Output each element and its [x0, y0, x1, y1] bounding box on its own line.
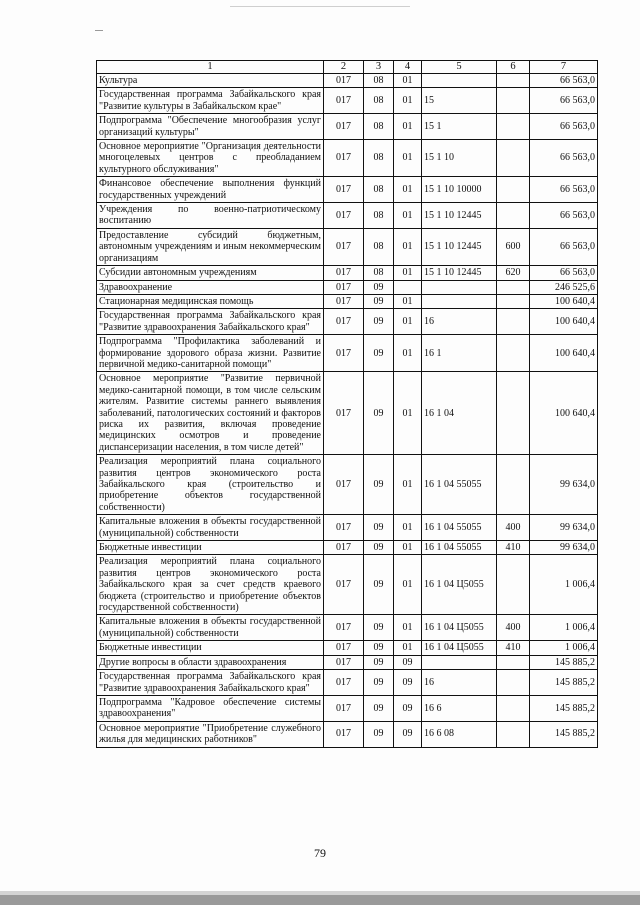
cell-sum: 145 885,2 — [530, 655, 598, 669]
cell-sum: 100 640,4 — [530, 335, 598, 372]
cell-sum: 66 563,0 — [530, 177, 598, 203]
cell-sum: 145 885,2 — [530, 670, 598, 696]
cell-name: Бюджетные инвестиции — [97, 641, 324, 655]
cell-ved: 017 — [324, 655, 364, 669]
cell-vr — [497, 455, 530, 515]
cell-rz: 09 — [364, 555, 394, 615]
cell-ved: 017 — [324, 294, 364, 308]
cell-vr — [497, 655, 530, 669]
cell-pr: 01 — [394, 140, 422, 177]
cell-name: Государственная программа Забайкальского края "Развитие культуры в Забайкальском крае" — [97, 88, 324, 114]
table-row — [97, 280, 598, 294]
cell-vr — [497, 140, 530, 177]
cell-sum: 145 885,2 — [530, 695, 598, 721]
cell-sum: 99 634,0 — [530, 541, 598, 555]
cell-name: Культура — [97, 74, 324, 88]
cell-pr: 01 — [394, 203, 422, 229]
cell-csr: 16 — [422, 670, 497, 696]
cell-vr — [497, 372, 530, 455]
cell-vr: 410 — [497, 641, 530, 655]
cell-csr — [422, 294, 497, 308]
table-row — [97, 203, 598, 229]
cell-csr: 15 1 10 12445 — [422, 203, 497, 229]
header-col-4: 4 — [394, 61, 422, 74]
cell-ved: 017 — [324, 74, 364, 88]
header-col-6: 6 — [497, 61, 530, 74]
cell-rz: 08 — [364, 114, 394, 140]
cell-name: Капитальные вложения в объекты государственной (муниципальной) собственности — [97, 515, 324, 541]
cell-csr: 16 6 08 — [422, 721, 497, 747]
cell-csr — [422, 655, 497, 669]
cell-rz: 09 — [364, 695, 394, 721]
cell-sum: 99 634,0 — [530, 455, 598, 515]
table-row — [97, 228, 598, 265]
cell-csr: 16 1 04 55055 — [422, 515, 497, 541]
cell-rz: 09 — [364, 615, 394, 641]
cell-pr: 01 — [394, 615, 422, 641]
cell-ved: 017 — [324, 335, 364, 372]
header-row — [97, 61, 598, 74]
cell-sum: 66 563,0 — [530, 114, 598, 140]
cell-vr — [497, 555, 530, 615]
cell-name: Основное мероприятие "Организация деятельности многоцелевых центров с преобладанием культурного обслуживания" — [97, 140, 324, 177]
cell-ved: 017 — [324, 266, 364, 280]
cell-sum: 66 563,0 — [530, 74, 598, 88]
cell-rz: 08 — [364, 140, 394, 177]
cell-vr — [497, 280, 530, 294]
table-row — [97, 88, 598, 114]
cell-vr — [497, 695, 530, 721]
cell-name: Учреждения по военно-патриотическому воспитанию — [97, 203, 324, 229]
table-row — [97, 515, 598, 541]
cell-ved: 017 — [324, 695, 364, 721]
table-row — [97, 335, 598, 372]
cell-sum: 66 563,0 — [530, 266, 598, 280]
cell-name: Стационарная медицинская помощь — [97, 294, 324, 308]
cell-sum: 66 563,0 — [530, 228, 598, 265]
cell-ved: 017 — [324, 203, 364, 229]
cell-csr: 15 1 — [422, 114, 497, 140]
cell-rz: 09 — [364, 670, 394, 696]
cell-vr — [497, 309, 530, 335]
header-col-3: 3 — [364, 61, 394, 74]
cell-sum: 99 634,0 — [530, 515, 598, 541]
cell-ved: 017 — [324, 280, 364, 294]
cell-ved: 017 — [324, 177, 364, 203]
cell-ved: 017 — [324, 615, 364, 641]
cell-name: Здравоохранение — [97, 280, 324, 294]
cell-csr — [422, 280, 497, 294]
cell-pr: 01 — [394, 372, 422, 455]
cell-sum: 100 640,4 — [530, 372, 598, 455]
cell-vr: 410 — [497, 541, 530, 555]
scan-artifact-top — [230, 6, 410, 7]
cell-pr: 09 — [394, 670, 422, 696]
cell-vr — [497, 294, 530, 308]
table-row — [97, 309, 598, 335]
cell-rz: 09 — [364, 655, 394, 669]
scan-edge — [0, 895, 640, 905]
cell-csr: 16 1 04 Ц5055 — [422, 615, 497, 641]
cell-csr: 16 1 04 55055 — [422, 455, 497, 515]
table-row — [97, 294, 598, 308]
cell-name: Бюджетные инвестиции — [97, 541, 324, 555]
cell-sum: 145 885,2 — [530, 721, 598, 747]
cell-csr: 15 1 10 10000 — [422, 177, 497, 203]
table-row — [97, 177, 598, 203]
cell-csr: 16 1 04 55055 — [422, 541, 497, 555]
cell-rz: 09 — [364, 721, 394, 747]
cell-rz: 09 — [364, 309, 394, 335]
table-row — [97, 541, 598, 555]
table-row — [97, 655, 598, 669]
table-row — [97, 641, 598, 655]
cell-sum: 246 525,6 — [530, 280, 598, 294]
header-col-5: 5 — [422, 61, 497, 74]
table-row — [97, 114, 598, 140]
cell-rz: 08 — [364, 74, 394, 88]
cell-csr: 16 1 04 Ц5055 — [422, 555, 497, 615]
cell-ved: 017 — [324, 641, 364, 655]
cell-ved: 017 — [324, 140, 364, 177]
header-col-7: 7 — [530, 61, 598, 74]
cell-name: Государственная программа Забайкальского края "Развитие здравоохранения Забайкальского края" — [97, 670, 324, 696]
table-row — [97, 266, 598, 280]
cell-pr: 01 — [394, 541, 422, 555]
table-row — [97, 555, 598, 615]
cell-ved: 017 — [324, 721, 364, 747]
header-col-2: 2 — [324, 61, 364, 74]
cell-pr — [394, 280, 422, 294]
header-col-1: 1 — [97, 61, 324, 74]
cell-ved: 017 — [324, 670, 364, 696]
cell-vr: 600 — [497, 228, 530, 265]
table-row — [97, 372, 598, 455]
cell-csr: 15 1 10 12445 — [422, 228, 497, 265]
cell-name: Подпрограмма "Обеспечение многообразия услуг организаций культуры" — [97, 114, 324, 140]
cell-vr — [497, 203, 530, 229]
cell-name: Субсидии автономным учреждениям — [97, 266, 324, 280]
cell-vr: 400 — [497, 615, 530, 641]
cell-ved: 017 — [324, 309, 364, 335]
cell-csr: 16 1 04 — [422, 372, 497, 455]
cell-rz: 09 — [364, 372, 394, 455]
cell-csr: 15 — [422, 88, 497, 114]
cell-csr: 16 6 — [422, 695, 497, 721]
cell-name: Предоставление субсидий бюджетным, автономным учреждениям и иным некоммерческим организациям — [97, 228, 324, 265]
cell-pr: 01 — [394, 641, 422, 655]
cell-pr: 01 — [394, 266, 422, 280]
table-row — [97, 721, 598, 747]
table-row — [97, 615, 598, 641]
cell-sum: 1 006,4 — [530, 555, 598, 615]
cell-pr: 01 — [394, 309, 422, 335]
cell-vr — [497, 114, 530, 140]
cell-csr: 15 1 10 — [422, 140, 497, 177]
scan-artifact-mark — [95, 30, 103, 31]
cell-rz: 08 — [364, 88, 394, 114]
cell-sum: 100 640,4 — [530, 294, 598, 308]
cell-name: Реализация мероприятий плана социального развития центров экономического роста Забайкальского края (строительство и приобретение объектов государственной собственности) — [97, 455, 324, 515]
cell-sum: 100 640,4 — [530, 309, 598, 335]
table-row — [97, 74, 598, 88]
cell-ved: 017 — [324, 228, 364, 265]
cell-rz: 09 — [364, 641, 394, 655]
cell-csr: 16 1 — [422, 335, 497, 372]
cell-csr — [422, 74, 497, 88]
cell-vr — [497, 74, 530, 88]
cell-vr — [497, 721, 530, 747]
cell-sum: 1 006,4 — [530, 615, 598, 641]
cell-pr: 01 — [394, 74, 422, 88]
cell-sum: 1 006,4 — [530, 641, 598, 655]
cell-ved: 017 — [324, 88, 364, 114]
cell-rz: 08 — [364, 203, 394, 229]
table-row — [97, 670, 598, 696]
cell-pr: 01 — [394, 515, 422, 541]
cell-pr: 01 — [394, 114, 422, 140]
cell-pr: 01 — [394, 455, 422, 515]
cell-rz: 09 — [364, 541, 394, 555]
cell-ved: 017 — [324, 515, 364, 541]
table-row — [97, 695, 598, 721]
cell-pr: 01 — [394, 555, 422, 615]
cell-pr: 09 — [394, 655, 422, 669]
cell-rz: 09 — [364, 280, 394, 294]
cell-rz: 08 — [364, 266, 394, 280]
cell-ved: 017 — [324, 372, 364, 455]
cell-name: Подпрограмма "Кадровое обеспечение системы здравоохранения" — [97, 695, 324, 721]
cell-rz: 09 — [364, 294, 394, 308]
cell-name: Реализация мероприятий плана социального развития центров экономического роста Забайкальского края за счет средств краевого бюджета (строительство и приобретение объектов государственной собственности) — [97, 555, 324, 615]
cell-sum: 66 563,0 — [530, 203, 598, 229]
cell-name: Основное мероприятие "Развитие первичной медико-санитарной помощи, в том числе сельским жителям. Развитие системы раннего выявления заболеваний, патологических состояний и факторов риска их развития, включая проведение медицинских осмотров и проведение диспансеризации населения, в том числе детей" — [97, 372, 324, 455]
cell-ved: 017 — [324, 455, 364, 515]
table-row — [97, 140, 598, 177]
cell-name: Основное мероприятие "Приобретение служебного жилья для медицинских работников" — [97, 721, 324, 747]
cell-pr: 09 — [394, 695, 422, 721]
page-number: 79 — [314, 846, 326, 860]
cell-vr: 400 — [497, 515, 530, 541]
cell-pr: 09 — [394, 721, 422, 747]
cell-csr: 16 1 04 Ц5055 — [422, 641, 497, 655]
cell-pr: 01 — [394, 335, 422, 372]
cell-name: Капитальные вложения в объекты государственной (муниципальной) собственности — [97, 615, 324, 641]
cell-ved: 017 — [324, 555, 364, 615]
budget-table — [96, 60, 598, 748]
cell-pr: 01 — [394, 88, 422, 114]
cell-pr: 01 — [394, 177, 422, 203]
cell-vr — [497, 177, 530, 203]
cell-name: Другие вопросы в области здравоохранения — [97, 655, 324, 669]
cell-ved: 017 — [324, 114, 364, 140]
table-row — [97, 455, 598, 515]
cell-rz: 09 — [364, 515, 394, 541]
cell-rz: 08 — [364, 228, 394, 265]
cell-vr: 620 — [497, 266, 530, 280]
cell-sum: 66 563,0 — [530, 140, 598, 177]
cell-csr: 16 — [422, 309, 497, 335]
cell-ved: 017 — [324, 541, 364, 555]
cell-sum: 66 563,0 — [530, 88, 598, 114]
cell-vr — [497, 335, 530, 372]
cell-vr — [497, 670, 530, 696]
cell-csr: 15 1 10 12445 — [422, 266, 497, 280]
cell-name: Подпрограмма "Профилактика заболеваний и формирование здорового образа жизни. Развитие первичной медико-санитарной помощи" — [97, 335, 324, 372]
table-body — [97, 74, 598, 748]
cell-rz: 09 — [364, 455, 394, 515]
cell-name: Государственная программа Забайкальского края "Развитие здравоохранения Забайкальского края" — [97, 309, 324, 335]
cell-pr: 01 — [394, 294, 422, 308]
cell-pr: 01 — [394, 228, 422, 265]
cell-vr — [497, 88, 530, 114]
cell-rz: 08 — [364, 177, 394, 203]
cell-name: Финансовое обеспечение выполнения функций государственных учреждений — [97, 177, 324, 203]
cell-rz: 09 — [364, 335, 394, 372]
